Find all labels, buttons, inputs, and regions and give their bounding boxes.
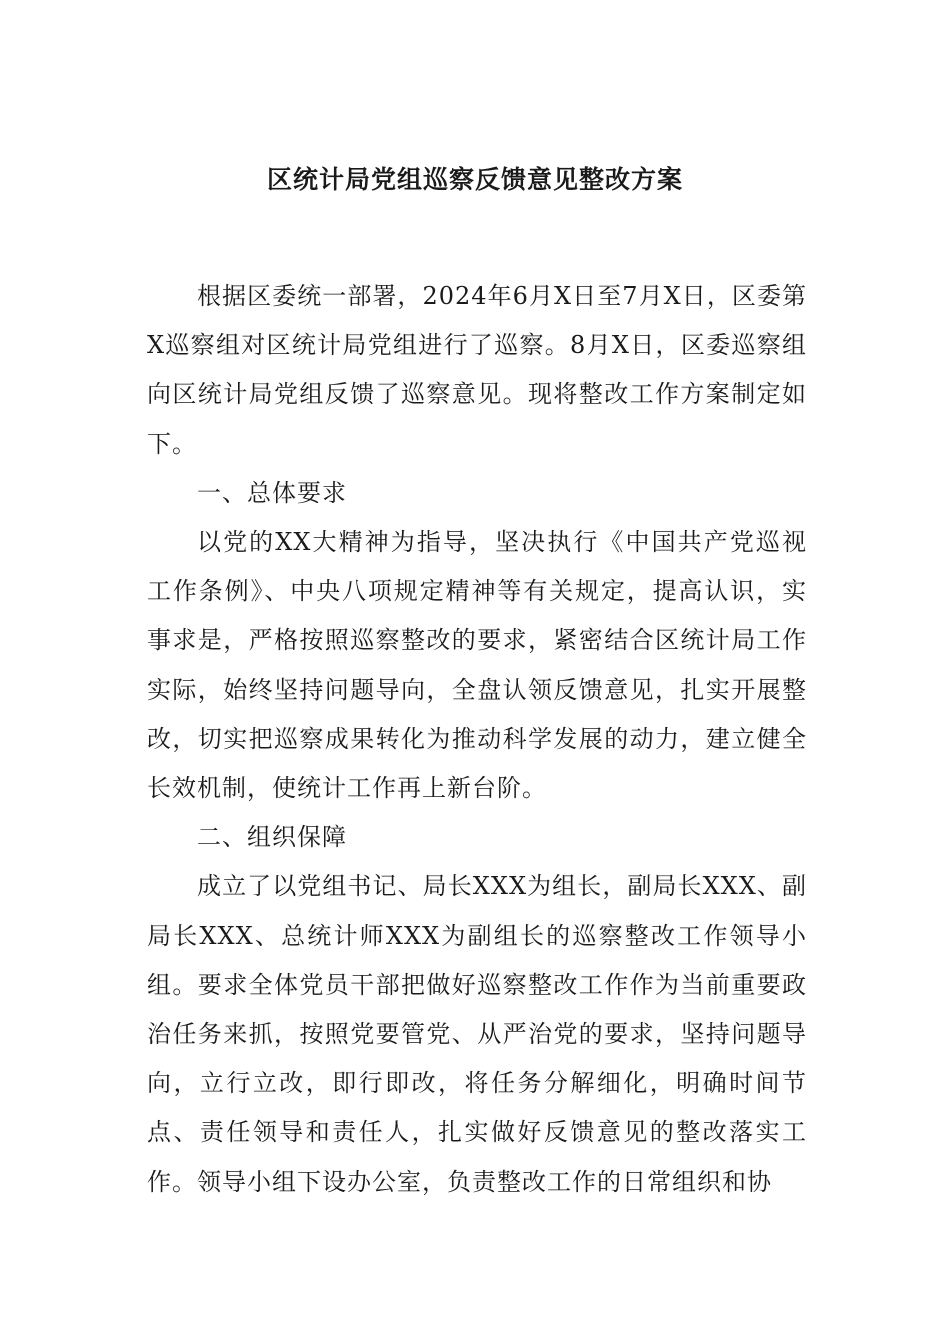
document-body (147, 272, 807, 1207)
section-heading-general-requirements: 一、总体要求 (197, 478, 347, 507)
document-title: 区统计局党组巡察反馈意见整改方案 (266, 165, 683, 194)
paragraph-general-requirements: 以党的XX大精神为指导，坚决执行《中国共产党巡视工作条例》、中央八项规定精神等有关规定，提高认识，实事求是，严格按照巡察整改的要求，紧密结合区统计局工作实际，始终坚持问题导向，全盘认领反馈意见，扎实开展整改，切实把巡察成果转化为推动科学发展的动力，建立健全长效机制，使统计工作再上新台阶。 (147, 528, 807, 803)
paragraph-intro: 根据区委统一部署，2024年6月X日至7月X日，区委第X巡察组对区统计局党组进行了巡察。8月X日，区委巡察组向区统计局党组反馈了巡察意见。现将整改工作方案制定如下。 (147, 282, 807, 458)
paragraph-organization: 成立了以党组书记、局长XXX为组长，副局长XXX、副局长XXX、总统计师XXX为副组长的巡察整改工作领导小组。要求全体党员干部把做好巡察整改工作作为当前重要政治任务来抓，按照党要管党、从严治党的要求，坚持问题导向，立行立改，即行即改，将任务分解细化，明确时间节点、责任领导和责任人，扎实做好反馈意见的整改落实工作。领导小组下设办公室，负责整改工作的日常组织和协 (147, 872, 807, 1196)
section-heading-organization: 二、组织保障 (197, 823, 347, 852)
